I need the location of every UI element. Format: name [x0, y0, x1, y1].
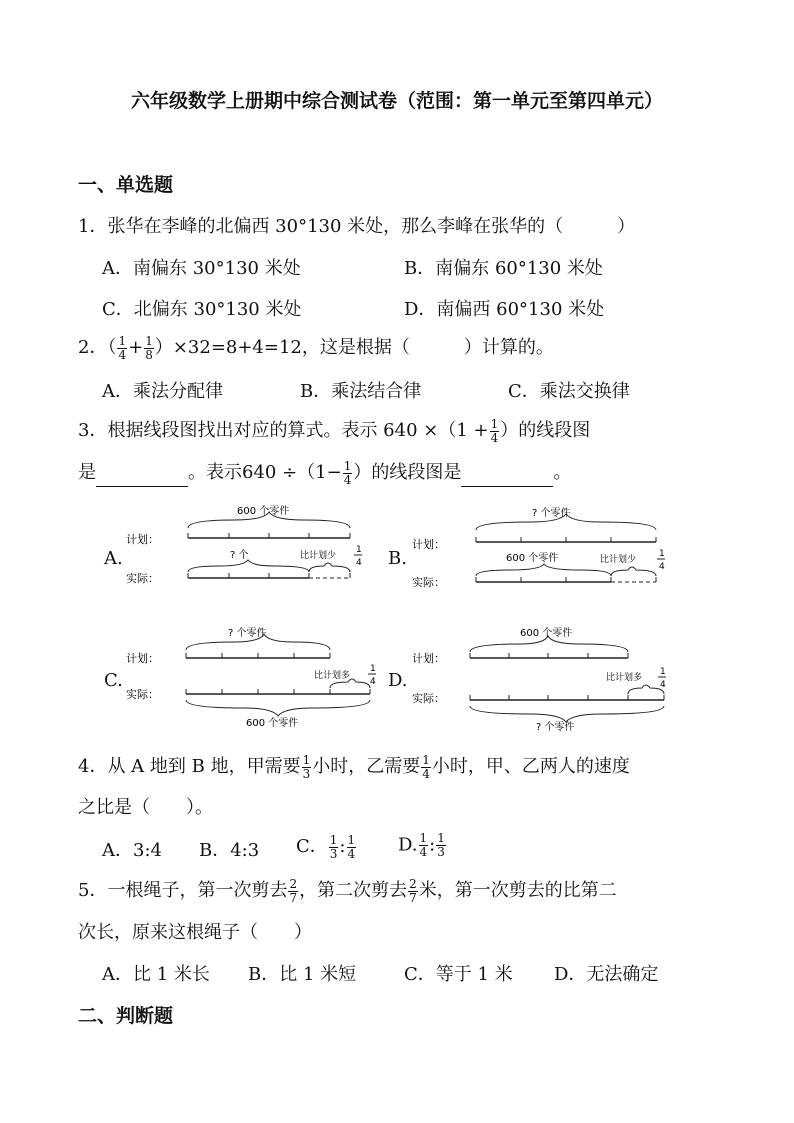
question-4-text: 小时，乙需要	[312, 756, 421, 777]
fraction	[436, 832, 446, 859]
question-3-text: 是	[78, 462, 96, 483]
question-4-text: 4．从 A 地到 B 地，甲需要	[78, 756, 301, 777]
question-3-text: 3．根据线段图找出对应的算式。表示 640 ×（1 +	[78, 420, 489, 441]
option-letter: C．	[296, 836, 328, 857]
question-4-option-c	[296, 832, 357, 861]
fraction	[421, 754, 431, 781]
actual-label: 实际：	[126, 572, 159, 585]
brace-label: ? 个零件	[532, 508, 571, 519]
diagram-b-label: B.	[388, 548, 407, 569]
question-5-line-2: 次长，原来这根绳子（ ）	[78, 922, 312, 943]
fraction-denominator: 3	[329, 846, 338, 861]
segment-diagram-d	[410, 620, 670, 732]
fraction-numerator: 1	[660, 667, 666, 677]
actual-label: 实际：	[126, 688, 159, 701]
question-4-line-1	[78, 752, 630, 781]
fraction-denominator: 7	[289, 890, 298, 905]
fraction	[419, 832, 429, 859]
question-3-text: ）的线段图是	[353, 462, 462, 483]
question-4-text: 小时，甲、乙两人的速度	[431, 756, 630, 777]
fraction-denominator: 4	[356, 558, 362, 568]
question-2-suffix: ）×32=8+4=12，这是根据（ ）计算的。	[154, 337, 554, 358]
fraction-denominator: 3	[302, 766, 311, 781]
fraction	[117, 335, 127, 362]
question-5-option-c: C．等于 1 米	[404, 964, 513, 985]
question-3-line-1	[78, 416, 590, 445]
fraction-denominator: 4	[422, 766, 430, 781]
brace-label: 600 个零件	[520, 628, 573, 639]
diagram-a-label: A.	[104, 548, 123, 569]
question-3-line-2	[78, 458, 571, 487]
brace-label: 600 个零件	[246, 718, 299, 729]
option-letter: D.	[398, 834, 418, 856]
fraction-numerator: 2	[289, 876, 298, 891]
brace	[476, 564, 611, 576]
question-2-option-a: A．乘法分配律	[102, 381, 223, 402]
question-2-option-b: B．乘法结合律	[300, 381, 422, 402]
page-title: 六年级数学上册期中综合测试卷（范围：第一单元至第四单元）	[130, 90, 663, 112]
question-3-text: ）的线段图	[500, 420, 591, 441]
question-1-option-b: B．南偏东 60°130 米处	[404, 258, 603, 279]
question-2-prefix: 2．（	[78, 337, 117, 358]
fraction-denominator: 4	[490, 430, 499, 445]
fraction-numerator: 1	[145, 333, 153, 348]
fraction	[329, 834, 339, 861]
ratio-colon: :	[339, 836, 346, 857]
plan-label: 计划：	[126, 652, 159, 665]
answer-blank[interactable]	[461, 468, 553, 487]
fraction-numerator: 1	[370, 664, 376, 674]
brace	[628, 685, 664, 694]
brace	[188, 560, 309, 572]
brace-label: 比计划少	[300, 551, 337, 561]
brace-label: 比计划少	[600, 555, 637, 565]
fraction-denominator: 4	[370, 677, 376, 687]
fraction	[347, 834, 357, 861]
fraction-denominator: 4	[343, 472, 352, 487]
fraction-denominator: 4	[659, 562, 665, 572]
fraction	[288, 878, 298, 905]
brace-label: 比计划多	[314, 671, 351, 681]
fraction-numerator: 1	[356, 545, 362, 555]
fraction	[302, 754, 312, 781]
question-5-text: 米，第一次剪去的比第二	[418, 880, 617, 901]
plus-sign: +	[128, 337, 144, 358]
question-3-text: 。	[553, 462, 572, 483]
fraction-numerator: 1	[347, 832, 356, 847]
fraction-denominator: 8	[145, 347, 153, 362]
question-4-option-a: A．3:4	[102, 840, 162, 861]
fraction-denominator: 7	[409, 890, 417, 905]
section-heading-true-false: 二、判断题	[78, 1005, 174, 1027]
question-4-option-b: B．4:3	[199, 840, 260, 861]
brace-label: 600 个零件	[506, 553, 559, 564]
question-3-text: 。表示640 ÷（1−	[188, 462, 342, 483]
question-5-text: 5．一根绳子，第一次剪去	[78, 880, 288, 901]
fraction-denominator: 4	[419, 845, 428, 859]
fraction-numerator: 1	[118, 333, 127, 348]
question-4-option-d	[398, 832, 447, 859]
question-1-option-d: D．南偏西 60°130 米处	[404, 299, 605, 320]
question-5-option-a: A．比 1 米长	[102, 964, 210, 985]
fraction-numerator: 1	[343, 458, 352, 473]
fraction	[343, 460, 353, 487]
fraction-numerator: 1	[490, 416, 499, 431]
brace-label: 比计划多	[606, 673, 643, 683]
fraction	[490, 418, 500, 445]
fraction-denominator: 4	[118, 347, 127, 362]
fraction-numerator: 2	[409, 876, 417, 891]
answer-blank[interactable]	[96, 468, 188, 487]
question-5-line-1	[78, 876, 617, 905]
diagram-d-label: D.	[388, 670, 408, 691]
brace	[470, 706, 664, 722]
fraction-denominator: 4	[660, 680, 666, 690]
segment-diagram-a	[124, 500, 374, 600]
question-5-option-d: D．无法确定	[554, 964, 659, 985]
segment-diagram-b	[410, 500, 670, 600]
fraction-denominator: 3	[437, 845, 445, 859]
question-4-line-2: 之比是（ ）。	[78, 797, 213, 818]
question-5-option-b: B．比 1 米短	[248, 964, 357, 985]
segment-diagram-c	[124, 622, 384, 732]
plan-label: 计划：	[412, 652, 445, 665]
fraction-numerator: 1	[302, 752, 311, 767]
fraction-numerator: 1	[419, 831, 428, 845]
question-1-option-a: A．南偏东 30°130 米处	[102, 258, 301, 279]
fraction-denominator: 4	[347, 846, 356, 861]
brace	[611, 567, 656, 576]
fraction-numerator: 1	[329, 832, 338, 847]
fraction-numerator: 1	[437, 831, 445, 845]
fraction	[144, 335, 154, 362]
question-2-option-c: C．乘法交换律	[508, 381, 630, 402]
ratio-colon: :	[429, 834, 436, 856]
brace	[186, 700, 370, 716]
actual-label: 实际：	[412, 576, 445, 589]
question-1-option-c: C．北偏东 30°130 米处	[102, 299, 302, 320]
brace-label: ? 个零件	[228, 628, 267, 639]
question-2-stem	[78, 333, 554, 362]
plan-label: 计划：	[126, 533, 159, 546]
fraction	[408, 878, 418, 905]
brace-label: ? 个	[230, 550, 249, 561]
section-heading-single-choice: 一、单选题	[78, 174, 174, 196]
fraction-numerator: 1	[422, 752, 430, 767]
question-1-stem: 1．张华在李峰的北偏西 30°130 米处，那么李峰在张华的（ ）	[78, 216, 636, 237]
plan-label: 计划：	[412, 538, 445, 551]
brace-label: ? 个零件	[536, 722, 575, 732]
brace-label: 600 个零件	[237, 506, 290, 517]
diagram-c-label: C.	[104, 670, 123, 691]
brace	[309, 563, 350, 572]
question-5-text: ，第二次剪去	[299, 880, 408, 901]
fraction-numerator: 1	[659, 549, 665, 559]
actual-label: 实际：	[412, 692, 445, 705]
